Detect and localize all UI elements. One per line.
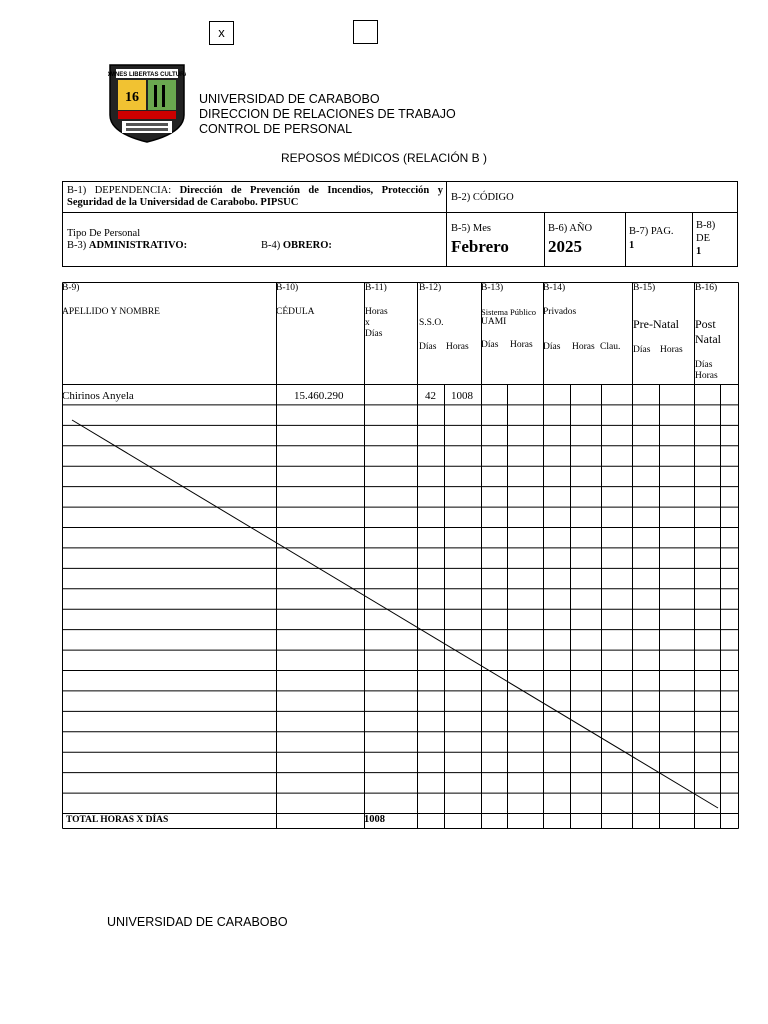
total-value: 1008 — [364, 814, 385, 825]
header-b11: B-11) — [365, 283, 387, 293]
header-dias: Días — [365, 329, 383, 339]
svg-text:16: 16 — [125, 90, 139, 105]
b4-field — [261, 240, 332, 252]
department-name: DIRECCION DE RELACIONES DE TRABAJO — [199, 107, 456, 121]
section-name: CONTROL DE PERSONAL — [199, 122, 353, 136]
checkbox-2[interactable] — [353, 20, 378, 44]
header-natal: Natal — [695, 332, 721, 346]
header-apellido-nombre: APELLIDO Y NOMBRE — [62, 307, 160, 317]
header-privados-dias: Días — [543, 342, 561, 352]
row-sso-horas: 1008 — [451, 390, 473, 402]
header-prenatal-horas: Horas — [660, 345, 683, 355]
header-b9: B-9) — [62, 283, 80, 293]
university-name: UNIVERSIDAD DE CARABOBO — [199, 92, 380, 106]
row-name: Chirinos Anyela — [62, 390, 134, 402]
b7-label: B-7) PAG. — [629, 226, 674, 237]
grid-lines — [62, 282, 740, 832]
row-sso-dias: 42 — [425, 390, 436, 402]
b3-label: B-3) — [67, 240, 87, 251]
header-b13: B-13) — [481, 283, 504, 293]
b1-value: Dirección de Prevención de Incendios, Protección y Seguridad de la Universidad de Carabobo. PIPSUC — [67, 185, 443, 208]
svg-text:OMNES LIBERTAS CULTURA: OMNES LIBERTAS CULTURA — [108, 72, 186, 78]
b3-field — [67, 240, 187, 252]
header-sso: S.S.O. — [419, 318, 444, 328]
b8-label: B-8) — [696, 220, 716, 231]
header-uami-horas: Horas — [510, 340, 533, 350]
header-privados-horas: Horas — [572, 342, 595, 352]
header-privados: Privados — [543, 307, 577, 317]
b8-value: 1 — [696, 246, 702, 257]
diagonal-cancel-line — [72, 420, 718, 808]
header-cedula: CÉDULA — [276, 307, 315, 317]
header-x: x — [365, 318, 370, 328]
header-sso-horas: Horas — [446, 342, 469, 352]
header-prenatal: Pre-Natal — [633, 317, 679, 331]
b5-label: B-5) Mes — [451, 223, 491, 234]
tipo-label: Tipo De Personal — [67, 228, 141, 239]
header-horas: Horas — [365, 307, 388, 317]
page-title: REPOSOS MÉDICOS (RELACIÓN B ) — [280, 151, 488, 165]
header-b10: B-10) — [276, 283, 299, 293]
b5-value: Febrero — [451, 237, 509, 256]
header-sso-dias: Días — [419, 342, 437, 352]
b6-value: 2025 — [548, 237, 582, 256]
b8-de: DE — [696, 233, 710, 244]
checkbox-1[interactable]: x — [209, 21, 234, 45]
header-b15: B-15) — [633, 283, 656, 293]
header-prenatal-dias: Días — [633, 345, 651, 355]
b4-label: B-4) — [261, 240, 281, 251]
footer-university: UNIVERSIDAD DE CARABOBO — [107, 915, 288, 929]
info-table — [62, 181, 738, 267]
b6-label: B-6) AÑO — [548, 223, 593, 234]
b4-value: OBRERO: — [282, 240, 332, 251]
header-uami: UAMI — [481, 317, 507, 327]
header-b12: B-12) — [419, 283, 442, 293]
header-b14: B-14) — [543, 283, 566, 293]
header-post: Post — [695, 317, 716, 331]
header-uami-dias: Días — [481, 340, 499, 350]
b1-label: B-1) DEPENDENCIA: — [67, 185, 172, 196]
header-sistema-publico: Sistema Público — [481, 307, 537, 317]
university-seal-logo — [108, 63, 186, 143]
row-cedula: 15.460.290 — [294, 390, 344, 402]
b3-value: ADMINISTRATIVO: — [88, 240, 188, 251]
total-label: TOTAL HORAS X DÍAS — [66, 815, 169, 825]
header-postnatal-dias: Días — [695, 360, 713, 370]
dependencia-field — [67, 185, 443, 209]
header-privados-clau: Clau. — [600, 342, 621, 352]
b7-value: 1 — [629, 240, 635, 251]
header-postnatal-horas: Horas — [695, 371, 718, 381]
b2-label: B-2) CÓDIGO — [451, 192, 514, 203]
header-b16: B-16) — [695, 283, 718, 293]
